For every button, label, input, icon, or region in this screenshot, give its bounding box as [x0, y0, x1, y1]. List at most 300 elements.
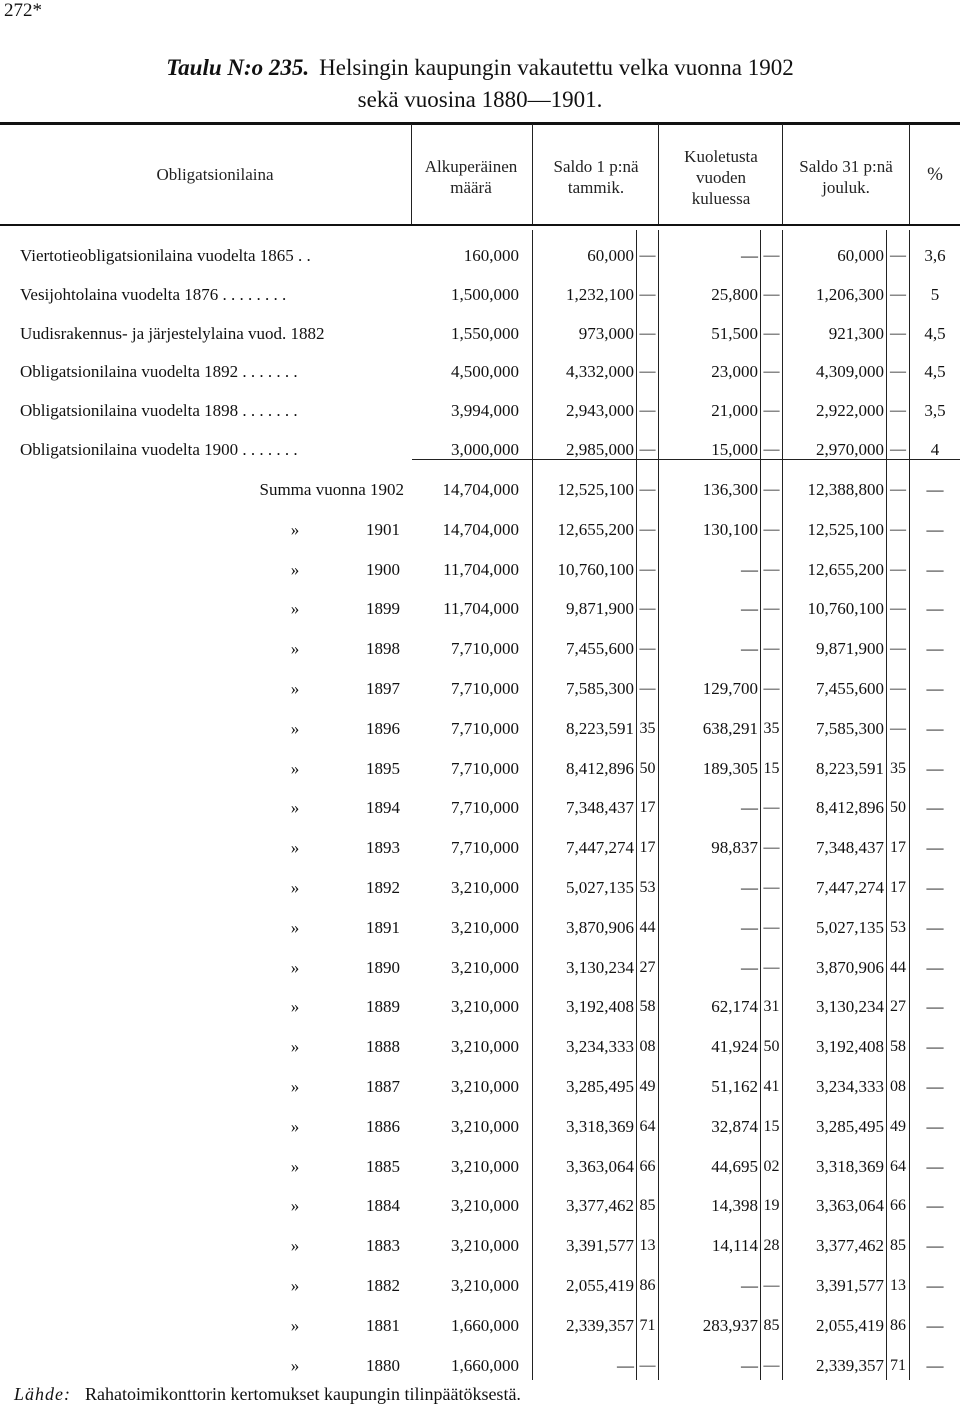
ditto-mark: »	[290, 957, 300, 977]
amortization: 51,500	[711, 323, 758, 343]
ditto-mark: »	[290, 639, 300, 659]
header-percent: %	[927, 164, 943, 185]
saldo-jan-cents: —	[639, 520, 656, 538]
saldo-jan-cents: 53	[639, 879, 656, 896]
saldo-dec-cents: 13	[890, 1277, 906, 1294]
saldo-jan: 8,412,896	[566, 758, 634, 778]
table-row	[0, 677, 960, 701]
saldo-dec: 3,130,234	[816, 997, 884, 1017]
ditto-mark: »	[290, 599, 300, 619]
original-amount: 14,704,000	[442, 519, 519, 539]
summary-year: 1892	[366, 878, 400, 897]
amortization: 638,291	[702, 718, 758, 738]
saldo-jan-cents: —	[639, 640, 656, 658]
saldo-jan-cents: 44	[639, 918, 656, 936]
saldo-jan-cents: 27	[639, 958, 656, 976]
saldo-dec-cents: —	[890, 560, 906, 578]
saldo-dec: 3,870,906	[816, 957, 884, 977]
saldo-dec-cents: —	[890, 520, 906, 538]
saldo-dec: 3,377,462	[816, 1236, 884, 1256]
title-line-2: sekä vuosina 1880—1901.	[357, 87, 603, 112]
ditto-mark: »	[290, 1156, 300, 1176]
original-amount: 3,210,000	[451, 1196, 519, 1216]
saldo-dec: 5,027,135	[816, 917, 884, 937]
loan-name: Obligatsionilaina vuodelta 1898 . . . . . . .	[20, 401, 298, 421]
saldo-dec: 2,922,000	[816, 401, 884, 421]
amortization-cents: 41	[763, 1078, 780, 1095]
summary-year: 1895	[366, 758, 400, 778]
title-line-1: Helsingin kaupungin vakautettu velka vuonna 1902	[319, 55, 794, 80]
header-original-line2: määrä	[450, 178, 492, 197]
interest-percent: 4	[930, 440, 940, 459]
header-amortization	[660, 146, 782, 209]
original-amount: 7,710,000	[451, 798, 519, 818]
table-row	[0, 478, 960, 502]
saldo-jan: 7,455,600	[566, 639, 634, 659]
amortization-cents: —	[763, 799, 780, 817]
saldo-jan: 8,223,591	[566, 718, 634, 738]
original-amount: 3,210,000	[451, 1276, 519, 1295]
saldo-jan-cents: 64	[639, 1117, 656, 1135]
amortization: 129,700	[702, 679, 758, 698]
col-divider	[532, 124, 533, 224]
table-top-rule	[0, 122, 960, 125]
amortization-cents: —	[763, 958, 780, 976]
amortization: —	[741, 798, 758, 818]
amortization: 283,937	[702, 1315, 758, 1335]
summary-year: 1894	[366, 798, 400, 818]
interest-percent: 3,6	[924, 246, 946, 265]
amortization-cents: —	[763, 640, 780, 658]
col-divider	[411, 124, 412, 224]
original-amount: 3,000,000	[451, 440, 519, 459]
table-row	[0, 995, 960, 1019]
saldo-jan: 1,232,100	[566, 284, 634, 304]
table-row	[0, 322, 960, 346]
header-amortization-line2: vuoden	[695, 168, 747, 187]
interest-percent: —	[926, 1077, 944, 1096]
amortization: 15,000	[711, 440, 758, 459]
col-divider	[782, 124, 783, 224]
amortization: —	[741, 957, 758, 977]
saldo-jan: 3,130,234	[566, 957, 634, 977]
table-row	[0, 1234, 960, 1258]
original-amount: 1,660,000	[451, 1355, 519, 1375]
amortization: 23,000	[711, 362, 758, 382]
saldo-jan-cents: —	[639, 402, 656, 420]
saldo-dec-cents: —	[890, 363, 906, 381]
interest-percent: 4,5	[924, 362, 946, 382]
col-divider	[658, 124, 659, 224]
original-amount: 3,210,000	[451, 1156, 519, 1176]
table-number: Taulu N:o 235.	[166, 55, 310, 80]
saldo-jan: 3,391,577	[566, 1236, 634, 1256]
amortization-cents: —	[763, 680, 780, 697]
header-amortization-line3: kuluessa	[691, 189, 751, 208]
saldo-dec-cents: 17	[890, 839, 906, 857]
saldo-dec-cents: —	[890, 247, 906, 264]
amortization: 41,924	[711, 1037, 758, 1057]
ditto-mark: »	[290, 1315, 300, 1335]
original-amount: 7,710,000	[451, 679, 519, 698]
amortization-cents: —	[763, 520, 780, 538]
saldo-dec-cents: 66	[890, 1197, 906, 1215]
summary-year: 1890	[366, 957, 400, 977]
saldo-jan-cents: 17	[639, 799, 656, 817]
saldo-dec-cents: —	[890, 719, 906, 737]
table-row	[0, 1314, 960, 1338]
interest-percent: —	[926, 1315, 944, 1335]
amortization-cents: 85	[763, 1316, 780, 1334]
saldo-dec-cents: 50	[890, 799, 906, 817]
interest-percent: —	[926, 519, 944, 539]
amortization: —	[741, 878, 758, 897]
saldo-jan: 3,870,906	[566, 917, 634, 937]
saldo-jan: —	[617, 1355, 634, 1375]
original-amount: 3,210,000	[451, 997, 519, 1017]
original-amount: 3,210,000	[451, 1037, 519, 1057]
saldo-jan: 10,760,100	[557, 559, 634, 579]
amortization-cents: —	[763, 402, 780, 420]
amortization: 62,174	[711, 997, 758, 1017]
original-amount: 3,210,000	[451, 1077, 519, 1096]
interest-percent: 5	[930, 284, 940, 304]
interest-percent: —	[926, 1116, 944, 1136]
summary-year: 1891	[366, 917, 400, 937]
saldo-dec-cents: 44	[890, 958, 906, 976]
saldo-jan-cents: —	[639, 1356, 656, 1374]
ditto-mark: »	[290, 1196, 300, 1216]
ditto-mark: »	[290, 519, 300, 539]
saldo-jan: 7,348,437	[566, 798, 634, 818]
saldo-dec: 2,055,419	[816, 1315, 884, 1335]
saldo-jan-cents: 08	[639, 1038, 656, 1056]
saldo-jan: 7,447,274	[566, 838, 634, 858]
table-row	[0, 399, 960, 423]
ditto-mark: »	[290, 838, 300, 858]
original-amount: 160,000	[463, 246, 519, 265]
ditto-mark: »	[290, 1236, 300, 1256]
saldo-jan: 2,985,000	[566, 440, 634, 459]
amortization: —	[741, 1276, 758, 1295]
loan-name: Viertotieobligatsionilaina vuodelta 1865 . .	[20, 246, 311, 265]
summary-label: Summa vuonna 1902	[259, 480, 404, 499]
saldo-jan-cents: —	[639, 600, 656, 618]
table-row	[0, 1115, 960, 1139]
interest-percent: —	[926, 1196, 944, 1216]
original-amount: 1,660,000	[451, 1315, 519, 1335]
saldo-jan-cents: —	[639, 560, 656, 578]
original-amount: 3,210,000	[451, 917, 519, 937]
saldo-dec: 12,388,800	[807, 480, 884, 499]
ditto-mark: »	[290, 997, 300, 1017]
saldo-dec-cents: —	[890, 600, 906, 618]
saldo-dec-cents: 17	[890, 879, 906, 896]
amortization: —	[741, 639, 758, 659]
saldo-jan-cents: 85	[639, 1197, 656, 1215]
saldo-jan: 973,000	[578, 323, 634, 343]
amortization-cents: —	[763, 600, 780, 618]
source-note	[14, 1384, 521, 1405]
saldo-jan: 9,871,900	[566, 599, 634, 619]
saldo-dec-cents: —	[890, 324, 906, 342]
interest-percent: —	[926, 1037, 944, 1057]
saldo-dec-cents: —	[890, 402, 906, 420]
header-loan: Obligatsionilaina	[156, 165, 274, 184]
source-text: Rahatoimikonttorin kertomukset kaupungin tilinpäätöksestä.	[85, 1384, 521, 1404]
amortization-cents: —	[763, 285, 780, 303]
saldo-dec: 3,318,369	[816, 1156, 884, 1176]
saldo-jan-cents: —	[639, 363, 656, 381]
summary-year: 1897	[366, 679, 400, 698]
saldo-dec-cents: 86	[890, 1316, 906, 1334]
amortization-cents: —	[763, 560, 780, 578]
loan-name: Vesijohtolaina vuodelta 1876 . . . . . . . .	[20, 284, 287, 304]
saldo-dec: 1,206,300	[816, 284, 884, 304]
table-row	[0, 1035, 960, 1059]
saldo-dec-cents: 35	[890, 759, 906, 777]
ditto-mark: »	[290, 718, 300, 738]
saldo-jan-cents: —	[639, 680, 656, 697]
header-saldo-jan-line1: Saldo 1 p:nä	[553, 157, 639, 176]
interest-percent: 3,5	[924, 401, 946, 421]
amortization-cents: 28	[763, 1237, 780, 1255]
amortization: 130,100	[702, 519, 758, 539]
saldo-dec-cents: 53	[890, 918, 906, 936]
amortization-cents: —	[763, 247, 780, 264]
summary-year: 1898	[366, 639, 400, 659]
summary-year: 1883	[366, 1236, 400, 1256]
saldo-dec: 2,339,357	[816, 1355, 884, 1375]
amortization: 98,837	[711, 838, 758, 858]
interest-percent: —	[926, 758, 944, 778]
amortization-cents: 50	[763, 1038, 780, 1056]
ditto-mark: »	[290, 1276, 300, 1295]
amortization: 44,695	[711, 1156, 758, 1176]
table-row	[0, 796, 960, 820]
saldo-dec: 7,455,600	[816, 679, 884, 698]
saldo-dec: 7,447,274	[816, 878, 884, 897]
summary-year: 1886	[366, 1116, 400, 1136]
amortization: 14,398	[711, 1196, 758, 1216]
table-row	[0, 558, 960, 582]
original-amount: 1,500,000	[451, 284, 519, 304]
table-row	[0, 360, 960, 384]
saldo-jan-cents: 66	[639, 1157, 656, 1175]
interest-percent: —	[926, 1355, 944, 1375]
summary-year: 1882	[366, 1276, 400, 1295]
saldo-jan-cents: 49	[639, 1078, 656, 1095]
saldo-dec: 3,363,064	[816, 1196, 884, 1216]
table-row	[0, 956, 960, 980]
amortization: 51,162	[711, 1077, 758, 1096]
amortization: —	[741, 246, 758, 265]
saldo-jan: 4,332,000	[566, 362, 634, 382]
saldo-jan-cents: 50	[639, 759, 656, 777]
saldo-dec: 7,585,300	[816, 718, 884, 738]
saldo-dec-cents: 64	[890, 1157, 906, 1175]
amortization-cents: 15	[763, 759, 780, 777]
saldo-dec-cents: 08	[890, 1078, 906, 1095]
amortization: —	[741, 599, 758, 619]
amortization: 25,800	[711, 284, 758, 304]
saldo-jan: 3,377,462	[566, 1196, 634, 1216]
amortization-cents: —	[763, 879, 780, 896]
saldo-jan: 3,318,369	[566, 1116, 634, 1136]
table-row	[0, 1075, 960, 1099]
ditto-mark: »	[290, 1355, 300, 1375]
amortization: —	[741, 1355, 758, 1375]
saldo-jan: 60,000	[587, 246, 634, 265]
saldo-dec: 60,000	[837, 246, 884, 265]
summary-year: 1893	[366, 838, 400, 858]
original-amount: 3,210,000	[451, 957, 519, 977]
amortization-cents: 31	[763, 998, 780, 1016]
saldo-jan: 12,525,100	[557, 480, 634, 499]
original-amount: 11,704,000	[443, 599, 519, 619]
saldo-dec: 921,300	[828, 323, 884, 343]
amortization-cents: 02	[763, 1157, 780, 1175]
saldo-jan-cents: —	[639, 285, 656, 303]
saldo-dec-cents: 58	[890, 1038, 906, 1056]
original-amount: 3,994,000	[451, 401, 519, 421]
interest-percent: —	[926, 718, 944, 738]
saldo-jan-cents: 58	[639, 998, 656, 1016]
loan-name: Obligatsionilaina vuodelta 1900 . . . . . . .	[20, 440, 298, 459]
original-amount: 3,210,000	[451, 878, 519, 897]
summary-year: 1899	[366, 599, 400, 619]
saldo-dec-cents: 27	[890, 998, 906, 1016]
saldo-dec: 8,412,896	[816, 798, 884, 818]
saldo-jan-cents: 86	[639, 1277, 656, 1294]
saldo-dec: 8,223,591	[816, 758, 884, 778]
header-saldo-dec	[784, 156, 908, 198]
amortization-cents: 19	[763, 1197, 780, 1215]
saldo-jan: 3,234,333	[566, 1037, 634, 1057]
amortization-cents: —	[763, 441, 780, 458]
interest-percent: —	[926, 559, 944, 579]
saldo-dec: 2,970,000	[816, 440, 884, 459]
table-row	[0, 757, 960, 781]
table-row	[0, 916, 960, 940]
amortization-cents: —	[763, 324, 780, 342]
header-saldo-jan	[534, 156, 658, 198]
original-amount: 7,710,000	[451, 838, 519, 858]
ditto-mark: »	[290, 1116, 300, 1136]
original-amount: 7,710,000	[451, 718, 519, 738]
saldo-dec-cents: 85	[890, 1237, 906, 1255]
amortization: 14,114	[711, 1236, 758, 1256]
summary-year: 1884	[366, 1196, 400, 1216]
amortization-cents: —	[763, 481, 780, 498]
amortization: 189,305	[702, 758, 758, 778]
saldo-dec: 7,348,437	[816, 838, 884, 858]
amortization: —	[741, 559, 758, 579]
table-row	[0, 876, 960, 900]
saldo-jan: 2,055,419	[566, 1276, 634, 1295]
header-original	[412, 156, 530, 198]
saldo-jan: 3,192,408	[566, 997, 634, 1017]
page-number: 272*	[4, 0, 42, 21]
interest-percent: —	[926, 878, 944, 897]
amortization: 21,000	[711, 401, 758, 421]
table-row	[0, 1155, 960, 1179]
saldo-jan: 12,655,200	[557, 519, 634, 539]
amortization-cents: —	[763, 363, 780, 381]
interest-percent: 4,5	[924, 323, 946, 343]
loan-name: Uudisrakennus- ja järjestelylaina vuod. 1882	[20, 323, 325, 343]
header-amortization-line1: Kuoletusta	[684, 147, 758, 166]
saldo-dec: 10,760,100	[807, 599, 884, 619]
amortization-cents: —	[763, 918, 780, 936]
original-amount: 11,704,000	[443, 559, 519, 579]
saldo-jan: 5,027,135	[566, 878, 634, 897]
table-row	[0, 836, 960, 860]
original-amount: 3,210,000	[451, 1116, 519, 1136]
saldo-jan-cents: —	[639, 441, 656, 458]
saldo-jan-cents: —	[639, 247, 656, 264]
interest-percent: —	[926, 1236, 944, 1256]
header-saldo-dec-line1: Saldo 31 p:nä	[799, 157, 893, 176]
original-amount: 7,710,000	[451, 639, 519, 659]
original-amount: 4,500,000	[451, 362, 519, 382]
header-bottom-rule	[0, 224, 960, 226]
table-title	[0, 52, 960, 116]
saldo-dec-cents: —	[890, 441, 906, 458]
saldo-jan-cents: 71	[639, 1316, 656, 1334]
header-original-line1: Alkuperäinen	[424, 157, 518, 176]
table-row	[0, 283, 960, 307]
summary-year: 1896	[366, 718, 400, 738]
saldo-jan-cents: —	[639, 481, 656, 498]
saldo-dec-cents: 49	[890, 1117, 906, 1135]
summary-year: 1888	[366, 1037, 400, 1057]
ditto-mark: »	[290, 917, 300, 937]
interest-percent: —	[926, 997, 944, 1017]
table-row	[0, 518, 960, 542]
table-row	[0, 1354, 960, 1378]
interest-percent: —	[926, 679, 944, 698]
summary-year: 1885	[366, 1156, 400, 1176]
saldo-jan: 2,339,357	[566, 1315, 634, 1335]
original-amount: 7,710,000	[451, 758, 519, 778]
saldo-dec-cents: —	[890, 481, 906, 498]
saldo-jan-cents: —	[639, 324, 656, 342]
saldo-dec: 3,234,333	[816, 1077, 884, 1096]
summary-year: 1881	[366, 1315, 400, 1335]
saldo-dec: 12,655,200	[807, 559, 884, 579]
original-amount: 14,704,000	[442, 480, 519, 499]
col-divider	[909, 124, 910, 224]
saldo-jan-cents: 35	[639, 719, 656, 737]
saldo-jan-cents: 17	[639, 839, 656, 857]
summary-year: 1887	[366, 1077, 400, 1096]
interest-percent: —	[926, 917, 944, 937]
table-row	[0, 597, 960, 621]
amortization-cents: 15	[763, 1117, 780, 1135]
table-row	[0, 637, 960, 661]
header-saldo-dec-line2: jouluk.	[822, 178, 870, 197]
interest-percent: —	[926, 599, 944, 619]
saldo-dec: 3,391,577	[816, 1276, 884, 1295]
saldo-jan: 2,943,000	[566, 401, 634, 421]
table-row	[0, 244, 960, 268]
interest-percent: —	[926, 1156, 944, 1176]
amortization-cents: —	[763, 839, 780, 857]
sum-rule	[412, 459, 960, 460]
summary-year: 1880	[366, 1355, 400, 1375]
interest-percent: —	[926, 639, 944, 659]
